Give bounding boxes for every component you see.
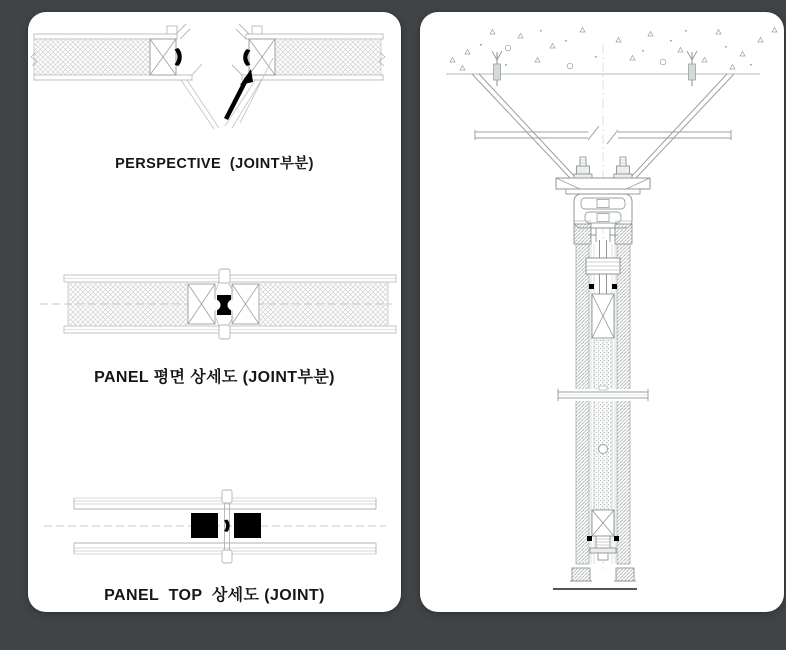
joint-cover-bottom <box>219 325 230 339</box>
panel-plan-drawing <box>40 269 396 339</box>
anchor-bolt-right <box>687 51 697 86</box>
joint-cover-top <box>219 269 230 283</box>
stipple-mark <box>565 40 567 42</box>
panel-top-label: PANEL TOP 상세도 (JOINT) <box>104 587 325 604</box>
stipple-mark <box>702 58 707 63</box>
stipple-mark <box>725 46 727 48</box>
stipple-mark <box>660 59 666 65</box>
stipple-mark <box>730 65 735 70</box>
stipple-mark <box>616 38 621 43</box>
stipple-mark <box>772 28 777 33</box>
perspective-drawing <box>31 24 385 129</box>
joint-arrow <box>226 69 253 119</box>
anchor-bolt-left <box>492 51 502 86</box>
stipple-mark <box>480 44 482 46</box>
rail-cap-left <box>574 224 591 244</box>
stipple-mark <box>630 56 635 61</box>
joint-block-left <box>191 513 218 538</box>
stipple-mark <box>740 52 745 57</box>
stipple-mark <box>648 32 653 37</box>
stipple-mark <box>450 58 455 63</box>
stipple-mark <box>750 64 752 66</box>
weep-hole <box>599 445 608 454</box>
stipple-mark <box>670 40 672 42</box>
stipple-mark <box>580 28 585 33</box>
panel-section-drawing <box>420 12 784 612</box>
stipple-mark <box>550 44 555 49</box>
stipple-mark <box>758 38 763 43</box>
panel-feet <box>570 568 636 581</box>
stipple-mark <box>595 56 597 58</box>
stipple-mark <box>567 63 573 69</box>
stipple-mark <box>490 30 495 35</box>
bolt <box>574 157 592 178</box>
stipple-mark <box>642 50 644 52</box>
stipple-mark <box>540 30 542 32</box>
stipple-mark <box>518 34 523 39</box>
joint-block-right <box>234 513 261 538</box>
stipple-mark <box>505 64 507 66</box>
joint-cover-top <box>222 490 232 503</box>
bolt <box>614 157 632 178</box>
rail-cap-right <box>615 224 632 244</box>
joint-details-drawing <box>28 12 401 612</box>
stipple-mark <box>716 30 721 35</box>
panel-plan-label: PANEL 평면 상세도 (JOINT부분) <box>94 369 335 386</box>
crossbar <box>558 386 648 401</box>
stipple-mark <box>685 30 687 32</box>
stipple-mark <box>678 48 683 53</box>
perspective-left-panel <box>31 24 219 129</box>
stipple-mark <box>505 45 511 51</box>
stipple-mark <box>535 58 540 63</box>
panel-top-drawing <box>44 490 386 563</box>
stipple-mark <box>460 66 465 71</box>
joint-cover-bottom <box>222 550 232 563</box>
perspective-label: PERSPECTIVE (JOINT부분) <box>115 156 314 172</box>
right-drawing-card <box>420 12 784 612</box>
stipple-mark <box>465 50 470 55</box>
left-drawing-card <box>28 12 401 612</box>
